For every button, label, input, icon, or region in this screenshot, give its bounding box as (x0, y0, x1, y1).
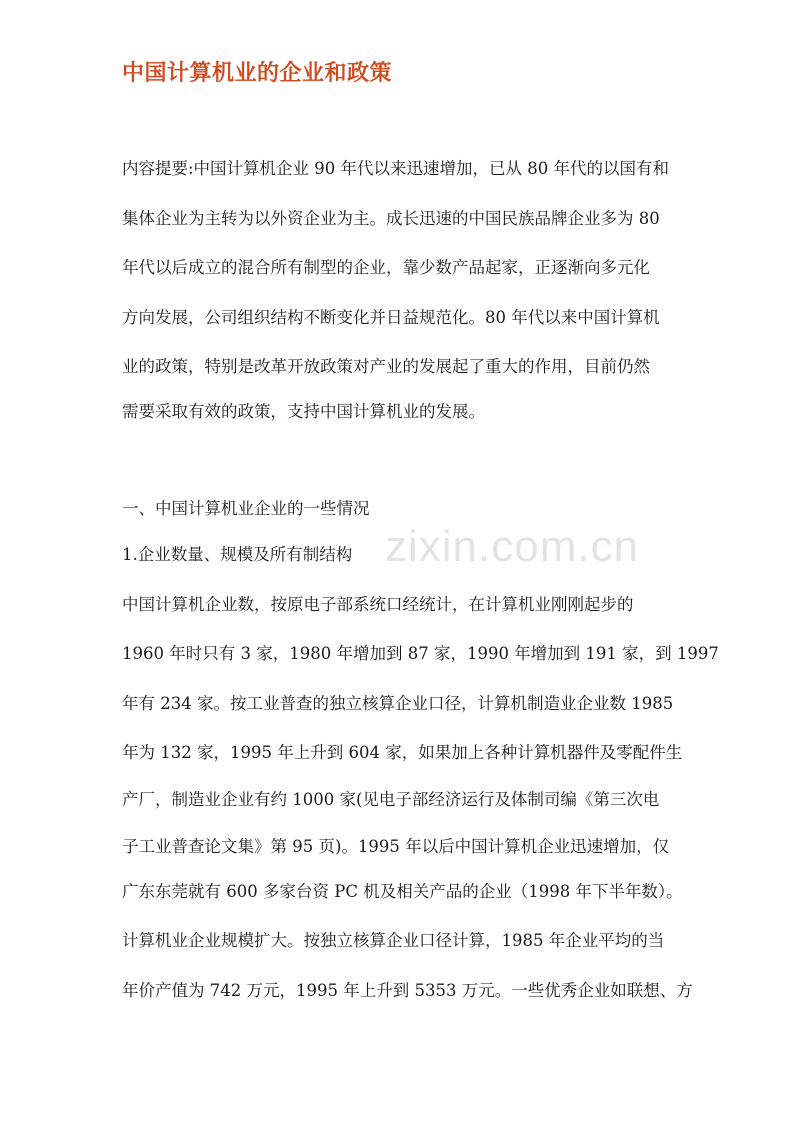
body-line-6: 子工业普查论文集》第 95 页)。1995 年以后中国计算机企业迅速增加，仅 (122, 837, 670, 856)
watermark: zixin.com.cn (385, 522, 640, 571)
body-line-5: 产厂，制造业企业有约 1000 家(见电子部经济运行及体制司编《第三次电 (122, 790, 660, 809)
abstract-line-2: 集体企业为主转为以外资企业为主。成长迅速的中国民族品牌企业多为 80 (122, 209, 660, 228)
body-line-8: 计算机业企业规模扩大。按独立核算企业口径计算，1985 年企业平均的当 (122, 931, 665, 950)
abstract-line-5: 业的政策，特别是改革开放政策对产业的发展起了重大的作用，目前仍然 (122, 357, 650, 376)
body-line-9: 年价产值为 742 万元，1995 年上升到 5353 万元。一些优秀企业如联想、方 (122, 981, 693, 1000)
section-heading: 一、中国计算机业企业的一些情况 (122, 499, 370, 518)
subsection-heading: 1.企业数量、规模及所有制结构 (122, 545, 353, 564)
document-title: 中国计算机业的企业和政策 (122, 61, 393, 86)
body-line-4: 年为 132 家，1995 年上升到 604 家，如果加上各种计算机器件及零配件生 (122, 743, 683, 762)
body-line-7: 广东东莞就有 600 多家台资 PC 机及相关产品的企业（1998 年下半年数）。 (122, 882, 683, 901)
abstract-line-4: 方向发展，公司组织结构不断变化并日益规范化。80 年代以来中国计算机 (122, 308, 660, 327)
body-line-2: 1960 年时只有 3 家，1980 年增加到 87 家，1990 年增加到 191 家，到 1997 (122, 644, 719, 663)
abstract-line-6: 需要采取有效的政策，支持中国计算机业的发展。 (122, 402, 485, 421)
abstract-line-1: 内容提要:中国计算机企业 90 年代以来迅速增加，已从 80 年代的以国有和 (122, 159, 670, 178)
abstract-line-3: 年代以后成立的混合所有制型的企业，靠少数产品起家，正逐渐向多元化 (122, 258, 650, 277)
body-line-3: 年有 234 家。按工业普查的独立核算企业口径，计算机制造业企业数 1985 (122, 694, 674, 713)
body-line-1: 中国计算机企业数，按原电子部系统口经统计，在计算机业刚刚起步的 (122, 595, 634, 614)
